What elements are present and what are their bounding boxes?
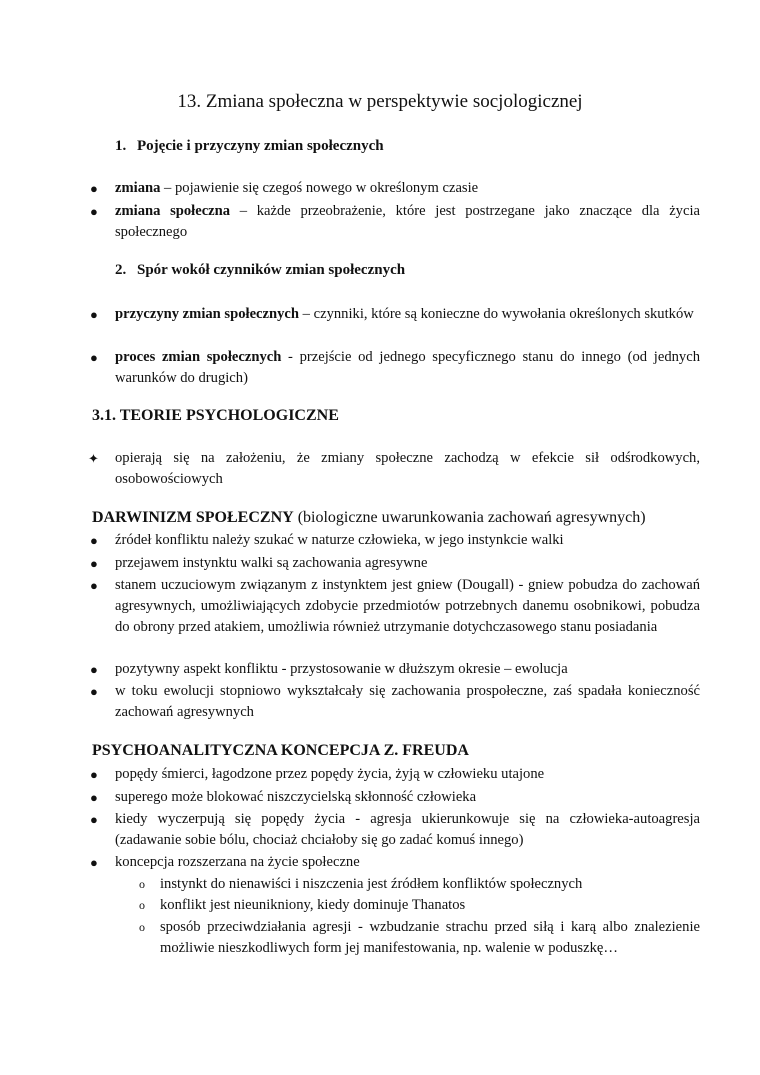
list-item: koncepcja rozszerzana na życie społeczne <box>115 854 360 870</box>
circle-bullet-icon: o <box>139 898 145 912</box>
sub-list-item: sposób przeciwdziałania agresji - wzbudzanie strachu przed siłą i karą albo znalezienie możliwie nieszkodliwych form jej manifestowania, np. walenie w poduszkę… <box>160 919 700 956</box>
list-item: stanem uczuciowym związanym z instynktem jest gniew (Dougall) - gniew pobudza do zachowań agresywnych, umożliwiających zdobycie przedmiotów potrzebnych danemu osobnikowi, pobudza do obrony przed atakiem, umożliwia również utrzymanie dotychczasowego stanu posiadania <box>115 577 700 635</box>
section-1-heading <box>115 138 384 155</box>
section-2-heading <box>115 262 405 279</box>
page-title: 13. Zmiana społeczna w perspektywie socjologicznej <box>177 91 583 112</box>
bullet-icon: ● <box>90 204 98 219</box>
section-1-number: 1. <box>115 138 127 154</box>
list-item: pozytywny aspekt konfliktu - przystosowanie w dłuższym okresie – ewolucja <box>115 661 568 677</box>
circle-bullet-icon: o <box>139 877 145 891</box>
section-2-title: Spór wokół czynników zmian społecznych <box>137 262 406 278</box>
list-item: kiedy wyczerpują się popędy życia - agresja ukierunkowuje się na człowieka-autoagresja (zadawanie sobie bólu, chociaż chciałoby się go zadać komuś innego) <box>115 811 700 848</box>
bullet-icon: ● <box>90 181 98 196</box>
arrow-bullet-icon: ✦ <box>88 451 99 466</box>
list-item: superego może blokować niszczycielską skłonność człowieka <box>115 789 477 805</box>
list-item: popędy śmierci, łagodzone przez popędy życia, żyją w człowieku utajone <box>115 766 545 782</box>
bullet-icon: ● <box>90 790 98 805</box>
darwinism-note: (biologiczne uwarunkowania zachowań agresywnych) <box>293 509 646 526</box>
bullet-icon: ● <box>90 812 98 827</box>
sub-list-item: instynkt do nienawiści i niszczenia jest źródłem konfliktów społecznych <box>160 876 583 892</box>
bullet-icon: ● <box>90 533 98 548</box>
list-item <box>115 304 700 325</box>
list-item: opierają się na założeniu, że zmiany społeczne zachodzą w efekcie sił odśrodkowych, osobowościowych <box>115 450 700 487</box>
bullet-icon: ● <box>90 767 98 782</box>
list-item <box>115 347 700 389</box>
darwinism-title: DARWINIZM SPOŁECZNY <box>92 509 294 526</box>
bullet-icon: ● <box>90 556 98 571</box>
section-3-1-heading: 3.1. TEORIE PSYCHOLOGICZNE <box>92 407 339 424</box>
definition: – pojawienie się czegoś nowego w określonym czasie <box>160 180 479 196</box>
sub-list-item: konflikt jest nieunikniony, kiedy dominuje Thanatos <box>160 897 466 913</box>
term: proces zmian społecznych <box>115 349 282 365</box>
list-item: w toku ewolucji stopniowo wykształcały się zachowania prospołeczne, zaś spadała konieczność zachowań agresywnych <box>115 683 700 720</box>
list-item: źródeł konfliktu należy szukać w naturze człowieka, w jego instynkcie walki <box>115 532 564 548</box>
section-1-title: Pojęcie i przyczyny zmian społecznych <box>137 138 384 154</box>
darwinism-heading <box>92 509 646 527</box>
term: zmiana <box>115 180 161 196</box>
definition: – każde przeobrażenie, które jest postrzegane jako znaczące dla życia społecznego <box>115 203 700 240</box>
bullet-icon: ● <box>90 350 98 365</box>
definition: - przejście od jednego specyficznego stanu do innego (od jednych warunków do drugich) <box>115 349 700 386</box>
term: zmiana społeczna <box>115 203 231 219</box>
list-item <box>115 178 700 199</box>
bullet-icon: ● <box>90 307 98 322</box>
list-item <box>115 201 700 243</box>
bullet-icon: ● <box>90 578 98 593</box>
bullet-icon: ● <box>90 684 98 699</box>
circle-bullet-icon: o <box>139 920 145 934</box>
term: przyczyny zmian społecznych <box>115 306 300 322</box>
section-2-number: 2. <box>115 262 127 278</box>
definition: – czynniki, które są konieczne do wywołania określonych skutków <box>299 306 694 322</box>
list-item: przejawem instynktu walki są zachowania agresywne <box>115 555 428 571</box>
freud-heading: PSYCHOANALITYCZNA KONCEPCJA Z. FREUDA <box>92 742 469 759</box>
bullet-icon: ● <box>90 855 98 870</box>
bullet-icon: ● <box>90 662 98 677</box>
